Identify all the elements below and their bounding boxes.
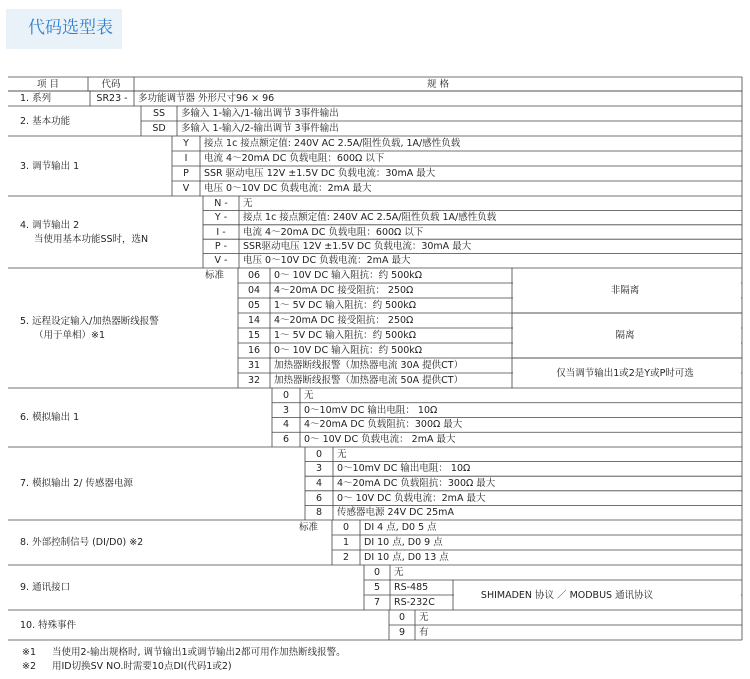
desc-5-8: 加热器断线报警（加热器电流 50A 提供CT）: [274, 375, 464, 386]
code-5-8: 32: [247, 375, 261, 386]
desc-8-2: DI 10 点, D0 9 点: [364, 537, 443, 548]
code-8-2: 1: [342, 537, 350, 548]
desc-5-5: 1～ 5V DC 输入阻抗：约 500kΩ: [274, 330, 417, 341]
code-5-1: 06: [247, 270, 261, 281]
desc-4-4: SSR驱动电压 12V ±1.5V DC 负载电流：30mA 最大: [243, 240, 472, 252]
code-4-4: P -: [214, 240, 228, 252]
desc-7-4: 0～ 10V DC 负载电流：2mA 最大: [337, 492, 486, 504]
section-label-8: 8. 外部控制信号 (DI/D0) ※2: [20, 537, 144, 548]
desc-3-1: 接点 1c 接点额定值: 240V AC 2.5A/阻性负载, 1A/感性负载: [204, 138, 461, 149]
code-3-3: P: [183, 168, 189, 179]
code-5-7: 31: [247, 360, 261, 371]
code-5-6: 16: [247, 345, 261, 356]
desc-7-3: 4～20mA DC 负载阻抗：300Ω 最大: [337, 478, 496, 489]
desc-7-1: 无: [337, 448, 347, 460]
code-8-1: 0: [342, 522, 350, 533]
remark-isolated: 隔离: [615, 330, 635, 341]
code-7-2: 3: [315, 463, 323, 475]
remark-protocol: SHIMADEN 协议 ／ MODBUS 通讯协议: [480, 589, 654, 601]
desc-4-2: 接点 1c 接点额定值: 240V AC 2.5A/阻性负载 1A/感性负载: [243, 212, 497, 224]
code-7-5: 8: [315, 507, 323, 519]
desc-9-3: RS-232C: [394, 597, 435, 608]
header-item: 项 目: [36, 79, 60, 90]
footnote-1-mark: ※1: [22, 647, 37, 658]
header-code: 代码: [101, 79, 121, 90]
code-9-3: 7: [373, 597, 381, 608]
desc-4-3: 电流 4～20mA DC 负载电阻：600Ω 以下: [243, 226, 424, 238]
code-9-2: 5: [373, 582, 381, 593]
desc-4-5: 电压 0～10V DC 负载电流：2mA 最大: [243, 255, 411, 267]
desc-10-2: 有: [419, 627, 429, 638]
desc-5-6: 0～ 10V DC 输入阻抗：约 500kΩ: [274, 345, 423, 356]
code-3-1: Y: [183, 138, 189, 149]
desc-3-4: 电压 0～10V DC 负载电流：2mA 最大: [204, 183, 372, 194]
desc-5-3: 1～ 5V DC 输入阻抗：约 500kΩ: [274, 300, 417, 311]
code-2-2: SD: [152, 123, 166, 134]
desc-5-2: 4～20mA DC 接受阻抗： 250Ω: [274, 285, 414, 296]
desc-6-1: 无: [304, 389, 314, 401]
code-4-3: I -: [216, 226, 226, 238]
section-label-9: 9. 通讯接口: [20, 582, 71, 593]
desc-7-5: 传感器电源 24V DC 25mA: [337, 507, 454, 519]
desc-4-1: 无: [243, 197, 253, 209]
desc-6-3: 4～20mA DC 负载阻抗：300Ω 最大: [304, 419, 463, 431]
desc-9-1: 无: [394, 567, 404, 578]
desc-3-2: 电流 4～20mA DC 负载电阻：600Ω 以下: [204, 153, 385, 164]
desc-5-1: 0～ 10V DC 输入阻抗：约 500kΩ: [274, 270, 423, 281]
header-spec: 规 格: [426, 79, 450, 90]
footnote-1-text: 当使用2-输出规格时, 调节输出1或调节输出2都可用作加热断线报警。: [52, 647, 346, 658]
section-label-3: 3. 调节输出 1: [20, 160, 80, 172]
code-4-1: N -: [214, 197, 228, 209]
code-5-2: 04: [247, 285, 261, 296]
code-2-1: SS: [152, 108, 166, 119]
section-label-2: 2. 基本功能: [20, 115, 71, 127]
code-8-3: 2: [342, 552, 350, 563]
desc-8-1: DI 4 点, D0 5 点: [364, 522, 437, 533]
desc-2-2: 多输入 1-输入/2-输出调节 3事件输出: [181, 123, 339, 134]
desc-1-1: 多功能调节器 外形尺寸96 × 96: [138, 93, 275, 104]
code-4-2: Y -: [214, 212, 228, 224]
desc-9-2: RS-485: [394, 582, 429, 593]
code-7-4: 6: [315, 492, 323, 504]
code-3-4: V: [182, 183, 190, 194]
desc-7-2: 0～10mV DC 输出电阻： 10Ω: [337, 463, 471, 475]
remark-only-yp: 仅当调节输出1或2是Y或P时可选: [556, 367, 694, 379]
desc-6-2: 0～10mV DC 输出电阻： 10Ω: [304, 404, 438, 416]
desc-3-3: SSR 驱动电压 12V ±1.5V DC 负载电流：30mA 最大: [204, 168, 436, 179]
page-title: 代码选型表: [28, 18, 113, 38]
section-label-6: 6. 模拟输出 1: [20, 412, 80, 423]
remark-non-isolated: 非隔离: [610, 285, 640, 296]
code-6-2: 3: [282, 404, 290, 416]
section-label-4: 4. 调节输出 2: [20, 220, 80, 231]
code-7-1: 0: [315, 448, 323, 460]
desc-10-1: 无: [419, 612, 429, 623]
section-label-10: 10. 特殊事件: [20, 619, 77, 631]
section-8-standard-tag: 标准: [299, 522, 319, 533]
code-9-1: 0: [373, 567, 381, 578]
code-6-1: 0: [282, 389, 290, 401]
section-label-4-note: 当使用基本功能SS时，选N: [34, 234, 149, 245]
code-6-3: 4: [282, 419, 290, 431]
code-5-3: 05: [247, 300, 261, 311]
desc-5-4: 4～20mA DC 接受阻抗： 250Ω: [274, 315, 414, 326]
section-5-standard-tag: 标准: [205, 270, 225, 281]
code-10-2: 9: [398, 627, 406, 638]
footnote-2-mark: ※2: [22, 661, 37, 672]
desc-6-4: 0～ 10V DC 负载电流： 2mA 最大: [304, 434, 456, 446]
code-10-1: 0: [398, 612, 406, 623]
section-label-7: 7. 模拟输出 2/ 传感器电源: [20, 478, 133, 489]
section-label-1: 1. 系列: [20, 93, 52, 104]
code-3-2: I: [184, 153, 188, 164]
desc-5-7: 加热器断线报警（加热器电流 30A 提供CT）: [274, 360, 464, 371]
footnote-2-text: 用ID切换SV NO.时需要10点DI(代码1或2): [52, 661, 232, 672]
code-7-3: 4: [315, 478, 323, 489]
desc-8-3: DI 10 点, D0 13 点: [364, 552, 449, 563]
section-label-5-note: （用于单相）※1: [34, 330, 106, 341]
code-5-5: 15: [247, 330, 261, 341]
code-6-4: 6: [282, 434, 290, 446]
desc-2-1: 多输入 1-输入/1-输出调节 3事件输出: [181, 108, 339, 119]
code-4-5: V -: [214, 255, 228, 267]
code-1-1: SR23 -: [96, 93, 128, 104]
code-5-4: 14: [247, 315, 261, 326]
section-label-5: 5. 远程设定输入/加热器断线报警: [20, 316, 159, 327]
